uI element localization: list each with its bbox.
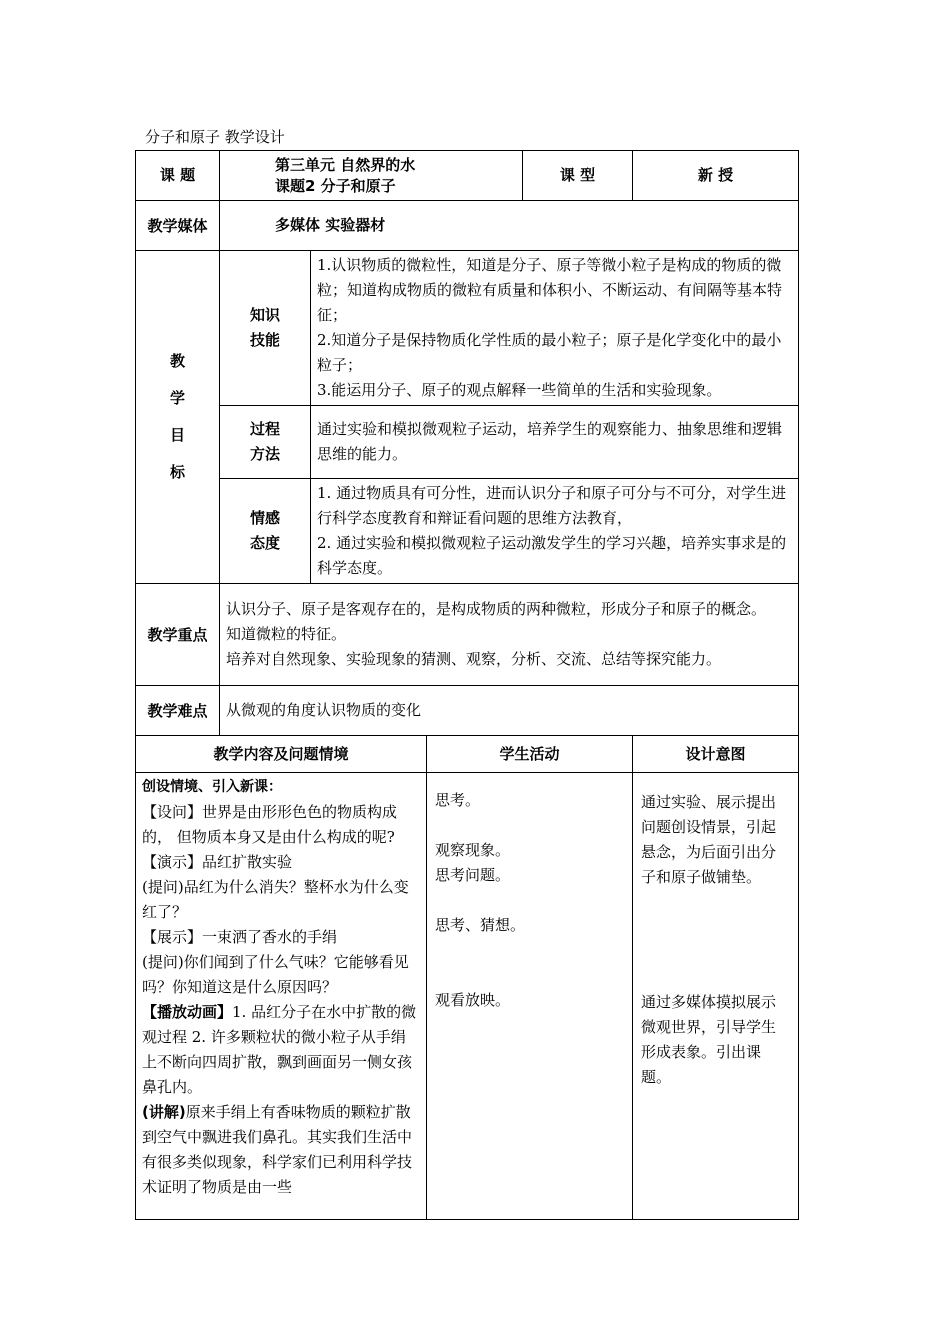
topic-value — [220, 151, 523, 201]
activity-item: 观察现象。 — [435, 841, 511, 859]
document-title: 分子和原子 教学设计 — [145, 128, 285, 146]
content-item: 【展示】一束洒了香水的手绢 — [142, 928, 338, 946]
difficulty-label: 教学难点 — [136, 686, 220, 736]
goal-process-row — [136, 406, 799, 479]
goal-emotion-row — [136, 479, 799, 584]
process-header-row — [136, 736, 799, 773]
activity-item: 思考问题。 — [435, 866, 511, 884]
key-points-label: 教学重点 — [136, 584, 220, 686]
content-item: (提问)你们闻到了什么气味？它能够看见吗？你知道这是什么原因吗？ — [142, 953, 409, 996]
media-label: 教学媒体 — [136, 201, 220, 251]
goals-label: 教学目标 — [136, 251, 220, 584]
content-tag: 【展示】 — [142, 928, 203, 946]
goal-knowledge-row — [136, 251, 799, 406]
content-item: (讲解)原来手绢上有香味物质的颗粒扩散到空气中飘进我们鼻孔。其实我们生活中有很多类似现象，科学家们已利用科学技术证明了物质是由一些 — [142, 1103, 413, 1196]
media-row — [136, 201, 799, 251]
content-item: (提问)品红为什么消失？整杯水为什么变红了？ — [142, 878, 409, 921]
topic-label: 课 题 — [136, 151, 220, 201]
content-tag: 【播放动画】 — [142, 1003, 233, 1021]
content-tag: (提问) — [142, 878, 184, 896]
lesson-plan-table — [135, 150, 799, 1220]
knowledge-line: 1.认识物质的微粒性，知道是分子、原子等微小粒子是构成的物质的微粒；知道构成物质的微粒有质量和体积小、不断运动、有间隔等基本特征； — [317, 256, 783, 324]
knowledge-content — [311, 251, 799, 406]
activity-item: 思考、猜想。 — [435, 916, 526, 934]
key-point-line: 知道微粒的特征。 — [226, 625, 347, 643]
knowledge-label: 知识技能 — [220, 251, 311, 406]
key-point-line: 认识分子、原子是客观存在的，是构成物质的两种微粒，形成分子和原子的概念。 — [226, 600, 767, 618]
lesson-title: 课题2 分子和原子 — [275, 176, 396, 195]
content-item: 【演示】品红扩散实验 — [142, 853, 293, 871]
activity-item: 观看放映。 — [435, 991, 511, 1009]
media-value: 多媒体 实验器材 — [220, 201, 799, 251]
process-body-row — [136, 773, 799, 1220]
topic-row — [136, 151, 799, 201]
emotion-line: 2. 通过实验和模拟微观粒子运动激发学生的学习兴趣，培养实事求是的科学态度。 — [317, 534, 787, 577]
intent-column-header: 设计意图 — [633, 736, 799, 773]
content-column-header: 教学内容及问题情境 — [136, 736, 427, 773]
content-tag: (提问) — [142, 953, 184, 971]
unit-title: 第三单元 自然界的水 — [275, 155, 416, 174]
process-label: 过程方法 — [220, 406, 311, 479]
difficulty-content: 从微观的角度认识物质的变化 — [220, 686, 799, 736]
process-content: 通过实验和模拟微观粒子运动，培养学生的观察能力、抽象思维和逻辑思维的能力。 — [311, 406, 799, 479]
content-tag: 【演示】 — [142, 853, 203, 871]
intent-cell — [633, 773, 799, 1220]
content-cell — [136, 773, 427, 1220]
emotion-line: 1. 通过物质具有可分性，进而认识分子和原子可分与不可分，对学生进行科学态度教育和辩证看问题的思维方法教育， — [317, 484, 787, 527]
intent-item: 通过多媒体摸拟展示微观世界，引导学生形成表象。引出课题。 — [641, 993, 777, 1086]
activity-cell — [427, 773, 633, 1220]
content-item: 【播放动画】1. 品红分子在水中扩散的微观过程 2. 许多颗粒状的微小粒子从手绢上不断向四周扩散，飘到画面另一侧女孩鼻孔内。 — [142, 1003, 417, 1096]
content-item: 【设问】世界是由形形色色的物质构成的， 但物质本身又是由什么构成的呢? — [142, 803, 398, 846]
emotion-content — [311, 479, 799, 584]
difficulty-row — [136, 686, 799, 736]
content-heading: 创设情境、引入新课： — [142, 779, 282, 795]
emotion-label: 情感态度 — [220, 479, 311, 584]
intent-item: 通过实验、展示提出问题创设情景，引起悬念，为后面引出分子和原子做铺垫。 — [641, 793, 777, 886]
content-tag: (讲解) — [142, 1103, 186, 1121]
key-points-content — [220, 584, 799, 686]
key-point-line: 培养对自然现象、实验现象的猜测、观察，分析、交流、总结等探究能力。 — [226, 650, 722, 668]
knowledge-line: 3.能运用分子、原子的观点解释一些简单的生活和实验现象。 — [317, 381, 722, 399]
activity-item: 思考。 — [435, 791, 481, 809]
key-points-row — [136, 584, 799, 686]
content-tag: 【设问】 — [142, 803, 203, 821]
type-value: 新 授 — [633, 151, 799, 201]
type-label: 课 型 — [523, 151, 633, 201]
knowledge-line: 2.知道分子是保持物质化学性质的最小粒子；原子是化学变化中的最小粒子； — [317, 331, 782, 374]
activity-column-header: 学生活动 — [427, 736, 633, 773]
